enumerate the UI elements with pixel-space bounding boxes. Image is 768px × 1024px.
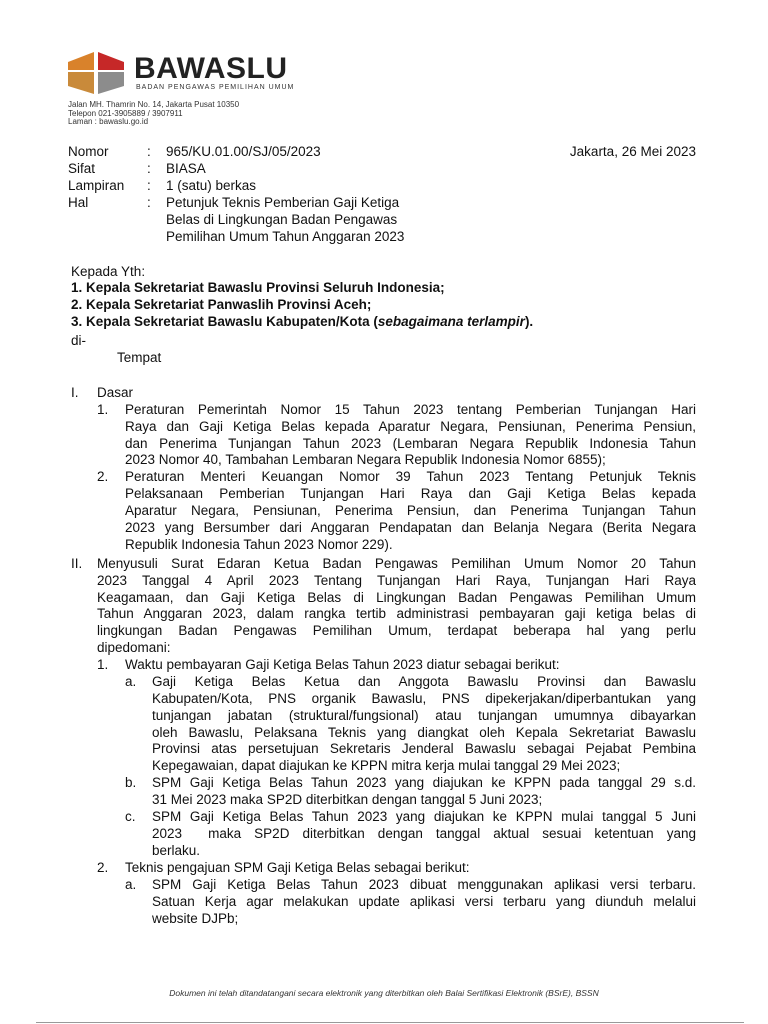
paragraph-line: 2023 maka SP2D diterbitkan dengan tanggal aktual sesuai ketentuan yang	[152, 826, 696, 841]
paragraph-line: SPM Gaji Ketiga Belas Tahun 2023 yang diajukan ke KPPN pada tanggal 29 s.d.	[152, 775, 696, 790]
list-letter: a.	[125, 877, 137, 892]
list-letter: a.	[125, 674, 137, 689]
paragraph-line: 2023 Tanggal 4 April 2023 Tentang Tunjangan Hari Raya, Tunjangan Hari Raya	[97, 573, 696, 588]
meta-value-hal-line: Belas di Lingkungan Badan Pengawas	[166, 212, 398, 227]
paragraph-line: Kepegawaian, dapat diajukan ke KPPN mitra kerja mulai tanggal 29 Mei 2023;	[152, 758, 621, 773]
list-number: 2.	[97, 469, 109, 484]
section-title: Dasar	[97, 385, 134, 400]
paragraph-line: 2023 Nomor 40, Tambahan Lembaran Negara Republik Indonesia Nomor 6855);	[125, 452, 606, 467]
footer-signature-note: Dokumen ini telah ditandatangani secara elektronik yang diterbitkan oleh Balai Sertifikasi Elektronik (BSrE), BSSN	[169, 988, 599, 998]
paragraph-line: dan Penerima Tunjangan Tahun 2023 (Lembaran Negara Republik Indonesia Tahun	[125, 436, 696, 451]
meta-colon: :	[147, 144, 151, 159]
paragraph-line: Peraturan Menteri Keuangan Nomor 39 Tahun 2023 Tentang Petunjuk Teknis	[125, 469, 696, 484]
meta-colon: :	[147, 195, 151, 210]
recipient-item: 3. Kepala Sekretariat Bawaslu Kabupaten/Kota (sebagaimana terlampir).	[71, 314, 534, 329]
paragraph-line: Aparatur Negara, Pensiunan, Penerima Pensiun, dan Penerima Tunjangan Tahun	[125, 503, 696, 518]
paragraph-line: Keagamaan, dan Gaji Ketiga Belas di Lingkungan Badan Pengawas Pemilihan Umum	[97, 590, 696, 605]
section-number: I.	[71, 385, 79, 400]
meta-value-hal-line: Pemilihan Umum Tahun Anggaran 2023	[166, 229, 405, 244]
list-letter: c.	[125, 809, 136, 824]
recipient-tempat: Tempat	[117, 350, 162, 365]
paragraph-line: SPM Gaji Ketiga Belas Tahun 2023 yang diajukan ke KPPN mulai tanggal 5 Juni	[152, 809, 696, 824]
meta-colon: :	[147, 178, 151, 193]
paragraph-line: Republik Indonesia Tahun 2023 Nomor 229).	[125, 537, 393, 552]
list-number: 2.	[97, 860, 109, 875]
website-line: Laman : bawaslu.go.id	[68, 117, 149, 126]
letter-date: Jakarta, 26 Mei 2023	[569, 144, 696, 159]
meta-label-nomor: Nomor	[68, 144, 109, 159]
paragraph-line: dipedomani:	[97, 640, 171, 655]
recipient-item: 2. Kepala Sekretariat Panwaslih Provinsi Aceh;	[71, 297, 372, 312]
paragraph-line: tunjangan jabatan (struktural/fungsional) atau tunjangan umumnya dibayarkan	[152, 708, 696, 723]
paragraph-line: Satuan Kerja agar melakukan update aplikasi versi terbaru yang diunduh melalui	[152, 894, 696, 909]
meta-value-nomor: 965/KU.01.00/SJ/05/2023	[166, 144, 321, 159]
paragraph-line: lingkungan Badan Pengawas Pemilihan Umum, terdapat beberapa hal yang perlu	[97, 623, 696, 638]
meta-label-sifat: Sifat	[68, 161, 96, 176]
recipient-salutation: Kepada Yth:	[71, 264, 146, 279]
paragraph-line: Kabupaten/Kota, PNS organik Bawaslu, PNS dipekerjakan/diperbantukan yang	[152, 691, 696, 706]
meta-value-hal: Petunjuk Teknis Pemberian Gaji Ketiga	[166, 195, 400, 210]
paragraph-line: Provinsi atas persetujuan Sekretaris Jenderal Bawaslu sebagai Pejabat Pembina	[152, 741, 696, 756]
paragraph-line: Raya dan Gaji Ketiga Belas kepada Aparatur Negara, Pensiunan, Penerima Pensiun,	[125, 419, 696, 434]
paragraph-line: oleh Bawaslu, Pelaksana Teknis yang diangkat oleh Kepala Sekretariat Bawaslu	[152, 725, 696, 740]
address-line: Jalan MH. Thamrin No. 14, Jakarta Pusat 10350	[68, 100, 240, 109]
meta-label-lampiran: Lampiran	[68, 178, 125, 193]
bawaslu-logo-icon	[64, 48, 128, 98]
paragraph-line: berlaku.	[152, 843, 201, 858]
list-letter: b.	[125, 775, 137, 790]
meta-value-lampiran: 1 (satu) berkas	[166, 178, 257, 193]
footer-divider	[36, 1022, 744, 1023]
section-number: II.	[71, 556, 83, 571]
paragraph-line: Gaji Ketiga Belas Ketua dan Anggota Bawaslu Provinsi dan Bawaslu	[152, 674, 696, 689]
list-number: 1.	[97, 402, 109, 417]
paragraph-line: website DJPb;	[152, 911, 239, 926]
recipient-di: di-	[71, 333, 87, 348]
recipient-item: 1. Kepala Sekretariat Bawaslu Provinsi Seluruh Indonesia;	[71, 280, 445, 295]
brand-subtitle: BADAN PENGAWAS PEMILIHAN UMUM	[136, 84, 295, 91]
paragraph-line: 2023 yang Bersumber dari Anggaran Pendapatan dan Belanja Negara (Berita Negara	[125, 520, 696, 535]
paragraph-line: Menyusuli Surat Edaran Ketua Badan Pengawas Pemilihan Umum Nomor 20 Tahun	[97, 556, 696, 571]
meta-value-sifat: BIASA	[166, 161, 206, 176]
meta-colon: :	[147, 161, 151, 176]
paragraph-line: Peraturan Pemerintah Nomor 15 Tahun 2023 tentang Pemberian Tunjangan Hari	[125, 402, 696, 417]
paragraph-line: Tahun Anggaran 2023, dalam rangka tertib administrasi pembayaran gaji ketiga belas di	[97, 606, 696, 621]
paragraph-line: SPM Gaji Ketiga Belas Tahun 2023 dibuat menggunakan aplikasi versi terbaru.	[152, 877, 696, 892]
brand-name: BAWASLU	[134, 52, 288, 85]
paragraph-line: Pelaksanaan Pemberian Tunjangan Hari Raya dan Gaji Ketiga Belas kepada	[125, 486, 696, 501]
list-number: 1.	[97, 657, 109, 672]
paragraph-line: 31 Mei 2023 maka SP2D diterbitkan dengan tanggal 5 Juni 2023;	[152, 792, 543, 807]
meta-label-hal: Hal	[68, 195, 89, 210]
paragraph-line: Waktu pembayaran Gaji Ketiga Belas Tahun 2023 diatur sebagai berikut:	[125, 657, 560, 672]
paragraph-line: Teknis pengajuan SPM Gaji Ketiga Belas sebagai berikut:	[125, 860, 470, 875]
phone-line: Telepon 021-3905889 / 3907911	[68, 109, 183, 118]
